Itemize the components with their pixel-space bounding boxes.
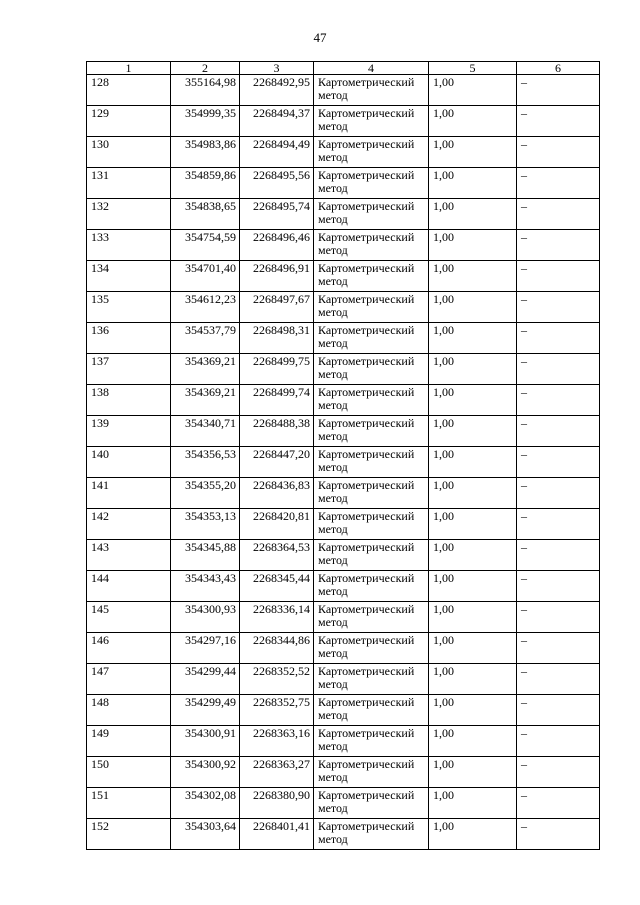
table-row — [87, 354, 600, 385]
method-cell: Картометрический метод — [314, 75, 429, 106]
header-row — [87, 62, 600, 75]
accuracy-cell: 1,00 — [429, 354, 517, 385]
method-cell: Картометрический метод — [314, 199, 429, 230]
note-cell: – — [517, 726, 600, 757]
point-number-cell: 139 — [87, 416, 171, 447]
table-row — [87, 106, 600, 137]
note-cell: – — [517, 137, 600, 168]
accuracy-cell: 1,00 — [429, 571, 517, 602]
table-row — [87, 478, 600, 509]
x-coordinate-cell: 354859,86 — [171, 168, 240, 199]
method-cell: Картометрический метод — [314, 261, 429, 292]
accuracy-cell: 1,00 — [429, 106, 517, 137]
y-coordinate-cell: 2268488,38 — [240, 416, 314, 447]
table-row — [87, 788, 600, 819]
table-row — [87, 261, 600, 292]
header-cell-4: 4 — [314, 62, 429, 75]
table-body — [87, 75, 600, 850]
note-cell: – — [517, 819, 600, 850]
x-coordinate-cell: 354353,13 — [171, 509, 240, 540]
method-cell: Картометрический метод — [314, 354, 429, 385]
method-cell: Картометрический метод — [314, 633, 429, 664]
accuracy-cell: 1,00 — [429, 323, 517, 354]
page-number: 47 — [313, 30, 327, 45]
x-coordinate-cell: 354356,53 — [171, 447, 240, 478]
point-number-cell: 151 — [87, 788, 171, 819]
method-cell: Картометрический метод — [314, 664, 429, 695]
method-cell: Картометрический метод — [314, 292, 429, 323]
note-cell: – — [517, 416, 600, 447]
y-coordinate-cell: 2268495,74 — [240, 199, 314, 230]
note-cell: – — [517, 168, 600, 199]
table-row — [87, 540, 600, 571]
table-row — [87, 664, 600, 695]
x-coordinate-cell: 354537,79 — [171, 323, 240, 354]
method-cell: Картометрический метод — [314, 106, 429, 137]
method-cell: Картометрический метод — [314, 571, 429, 602]
method-cell: Картометрический метод — [314, 819, 429, 850]
y-coordinate-cell: 2268401,41 — [240, 819, 314, 850]
x-coordinate-cell: 354300,91 — [171, 726, 240, 757]
x-coordinate-cell: 354369,21 — [171, 385, 240, 416]
y-coordinate-cell: 2268436,83 — [240, 478, 314, 509]
accuracy-cell: 1,00 — [429, 168, 517, 199]
x-coordinate-cell: 354838,65 — [171, 199, 240, 230]
table-row — [87, 447, 600, 478]
y-coordinate-cell: 2268336,14 — [240, 602, 314, 633]
y-coordinate-cell: 2268494,49 — [240, 137, 314, 168]
point-number-cell: 136 — [87, 323, 171, 354]
point-number-cell: 133 — [87, 230, 171, 261]
point-number-cell: 143 — [87, 540, 171, 571]
y-coordinate-cell: 2268352,52 — [240, 664, 314, 695]
x-coordinate-cell: 354300,93 — [171, 602, 240, 633]
note-cell: – — [517, 447, 600, 478]
method-cell: Картометрический метод — [314, 168, 429, 199]
accuracy-cell: 1,00 — [429, 726, 517, 757]
point-number-cell: 148 — [87, 695, 171, 726]
y-coordinate-cell: 2268380,90 — [240, 788, 314, 819]
accuracy-cell: 1,00 — [429, 788, 517, 819]
y-coordinate-cell: 2268364,53 — [240, 540, 314, 571]
point-number-cell: 141 — [87, 478, 171, 509]
x-coordinate-cell: 354300,92 — [171, 757, 240, 788]
point-number-cell: 138 — [87, 385, 171, 416]
coordinates-table — [86, 61, 600, 850]
y-coordinate-cell: 2268496,46 — [240, 230, 314, 261]
method-cell: Картометрический метод — [314, 757, 429, 788]
x-coordinate-cell: 354345,88 — [171, 540, 240, 571]
accuracy-cell: 1,00 — [429, 602, 517, 633]
table-row — [87, 385, 600, 416]
y-coordinate-cell: 2268495,56 — [240, 168, 314, 199]
point-number-cell: 131 — [87, 168, 171, 199]
point-number-cell: 130 — [87, 137, 171, 168]
x-coordinate-cell: 354302,08 — [171, 788, 240, 819]
method-cell: Картометрический метод — [314, 447, 429, 478]
x-coordinate-cell: 354303,64 — [171, 819, 240, 850]
x-coordinate-cell: 354297,16 — [171, 633, 240, 664]
point-number-cell: 129 — [87, 106, 171, 137]
point-number-cell: 144 — [87, 571, 171, 602]
x-coordinate-cell: 354983,86 — [171, 137, 240, 168]
note-cell: – — [517, 323, 600, 354]
accuracy-cell: 1,00 — [429, 261, 517, 292]
note-cell: – — [517, 664, 600, 695]
y-coordinate-cell: 2268447,20 — [240, 447, 314, 478]
accuracy-cell: 1,00 — [429, 757, 517, 788]
note-cell: – — [517, 199, 600, 230]
accuracy-cell: 1,00 — [429, 819, 517, 850]
note-cell: – — [517, 478, 600, 509]
y-coordinate-cell: 2268420,81 — [240, 509, 314, 540]
header-cell-1: 1 — [87, 62, 171, 75]
y-coordinate-cell: 2268352,75 — [240, 695, 314, 726]
accuracy-cell: 1,00 — [429, 137, 517, 168]
accuracy-cell: 1,00 — [429, 478, 517, 509]
method-cell: Картометрический метод — [314, 137, 429, 168]
table-row — [87, 416, 600, 447]
method-cell: Картометрический метод — [314, 540, 429, 571]
x-coordinate-cell: 354612,23 — [171, 292, 240, 323]
x-coordinate-cell: 354343,43 — [171, 571, 240, 602]
accuracy-cell: 1,00 — [429, 199, 517, 230]
note-cell: – — [517, 230, 600, 261]
note-cell: – — [517, 571, 600, 602]
table-row — [87, 726, 600, 757]
accuracy-cell: 1,00 — [429, 385, 517, 416]
point-number-cell: 142 — [87, 509, 171, 540]
y-coordinate-cell: 2268496,91 — [240, 261, 314, 292]
note-cell: – — [517, 106, 600, 137]
x-coordinate-cell: 354701,40 — [171, 261, 240, 292]
point-number-cell: 147 — [87, 664, 171, 695]
header-cell-2: 2 — [171, 62, 240, 75]
method-cell: Картометрический метод — [314, 478, 429, 509]
y-coordinate-cell: 2268499,74 — [240, 385, 314, 416]
method-cell: Картометрический метод — [314, 695, 429, 726]
note-cell: – — [517, 695, 600, 726]
method-cell: Картометрический метод — [314, 726, 429, 757]
note-cell: – — [517, 757, 600, 788]
point-number-cell: 146 — [87, 633, 171, 664]
table-row — [87, 757, 600, 788]
method-cell: Картометрический метод — [314, 385, 429, 416]
point-number-cell: 132 — [87, 199, 171, 230]
note-cell: – — [517, 385, 600, 416]
method-cell: Картометрический метод — [314, 323, 429, 354]
table-row — [87, 230, 600, 261]
y-coordinate-cell: 2268497,67 — [240, 292, 314, 323]
accuracy-cell: 1,00 — [429, 447, 517, 478]
table-row — [87, 695, 600, 726]
accuracy-cell: 1,00 — [429, 695, 517, 726]
y-coordinate-cell: 2268345,44 — [240, 571, 314, 602]
y-coordinate-cell: 2268363,16 — [240, 726, 314, 757]
note-cell: – — [517, 292, 600, 323]
accuracy-cell: 1,00 — [429, 633, 517, 664]
x-coordinate-cell: 354355,20 — [171, 478, 240, 509]
y-coordinate-cell: 2268494,37 — [240, 106, 314, 137]
note-cell: – — [517, 75, 600, 106]
table-header — [87, 62, 600, 75]
table-row — [87, 571, 600, 602]
x-coordinate-cell: 354369,21 — [171, 354, 240, 385]
table-row — [87, 819, 600, 850]
table-row — [87, 633, 600, 664]
note-cell: – — [517, 261, 600, 292]
method-cell: Картометрический метод — [314, 416, 429, 447]
point-number-cell: 137 — [87, 354, 171, 385]
accuracy-cell: 1,00 — [429, 416, 517, 447]
y-coordinate-cell: 2268344,86 — [240, 633, 314, 664]
header-cell-6: 6 — [517, 62, 600, 75]
x-coordinate-cell: 354299,44 — [171, 664, 240, 695]
note-cell: – — [517, 540, 600, 571]
point-number-cell: 145 — [87, 602, 171, 633]
point-number-cell: 128 — [87, 75, 171, 106]
x-coordinate-cell: 354340,71 — [171, 416, 240, 447]
point-number-cell: 150 — [87, 757, 171, 788]
header-cell-5: 5 — [429, 62, 517, 75]
y-coordinate-cell: 2268498,31 — [240, 323, 314, 354]
x-coordinate-cell: 354999,35 — [171, 106, 240, 137]
y-coordinate-cell: 2268492,95 — [240, 75, 314, 106]
table-row — [87, 509, 600, 540]
accuracy-cell: 1,00 — [429, 509, 517, 540]
table-row — [87, 137, 600, 168]
table-row — [87, 323, 600, 354]
table-row — [87, 602, 600, 633]
point-number-cell: 134 — [87, 261, 171, 292]
x-coordinate-cell: 354754,59 — [171, 230, 240, 261]
x-coordinate-cell: 354299,49 — [171, 695, 240, 726]
method-cell: Картометрический метод — [314, 230, 429, 261]
table-row — [87, 292, 600, 323]
accuracy-cell: 1,00 — [429, 292, 517, 323]
point-number-cell: 152 — [87, 819, 171, 850]
accuracy-cell: 1,00 — [429, 664, 517, 695]
note-cell: – — [517, 602, 600, 633]
method-cell: Картометрический метод — [314, 509, 429, 540]
header-cell-3: 3 — [240, 62, 314, 75]
note-cell: – — [517, 633, 600, 664]
point-number-cell: 135 — [87, 292, 171, 323]
point-number-cell: 140 — [87, 447, 171, 478]
method-cell: Картометрический метод — [314, 602, 429, 633]
table-row — [87, 199, 600, 230]
note-cell: – — [517, 354, 600, 385]
note-cell: – — [517, 788, 600, 819]
y-coordinate-cell: 2268499,75 — [240, 354, 314, 385]
method-cell: Картометрический метод — [314, 788, 429, 819]
table-row — [87, 75, 600, 106]
table-row — [87, 168, 600, 199]
accuracy-cell: 1,00 — [429, 75, 517, 106]
x-coordinate-cell: 355164,98 — [171, 75, 240, 106]
point-number-cell: 149 — [87, 726, 171, 757]
accuracy-cell: 1,00 — [429, 540, 517, 571]
note-cell: – — [517, 509, 600, 540]
accuracy-cell: 1,00 — [429, 230, 517, 261]
y-coordinate-cell: 2268363,27 — [240, 757, 314, 788]
